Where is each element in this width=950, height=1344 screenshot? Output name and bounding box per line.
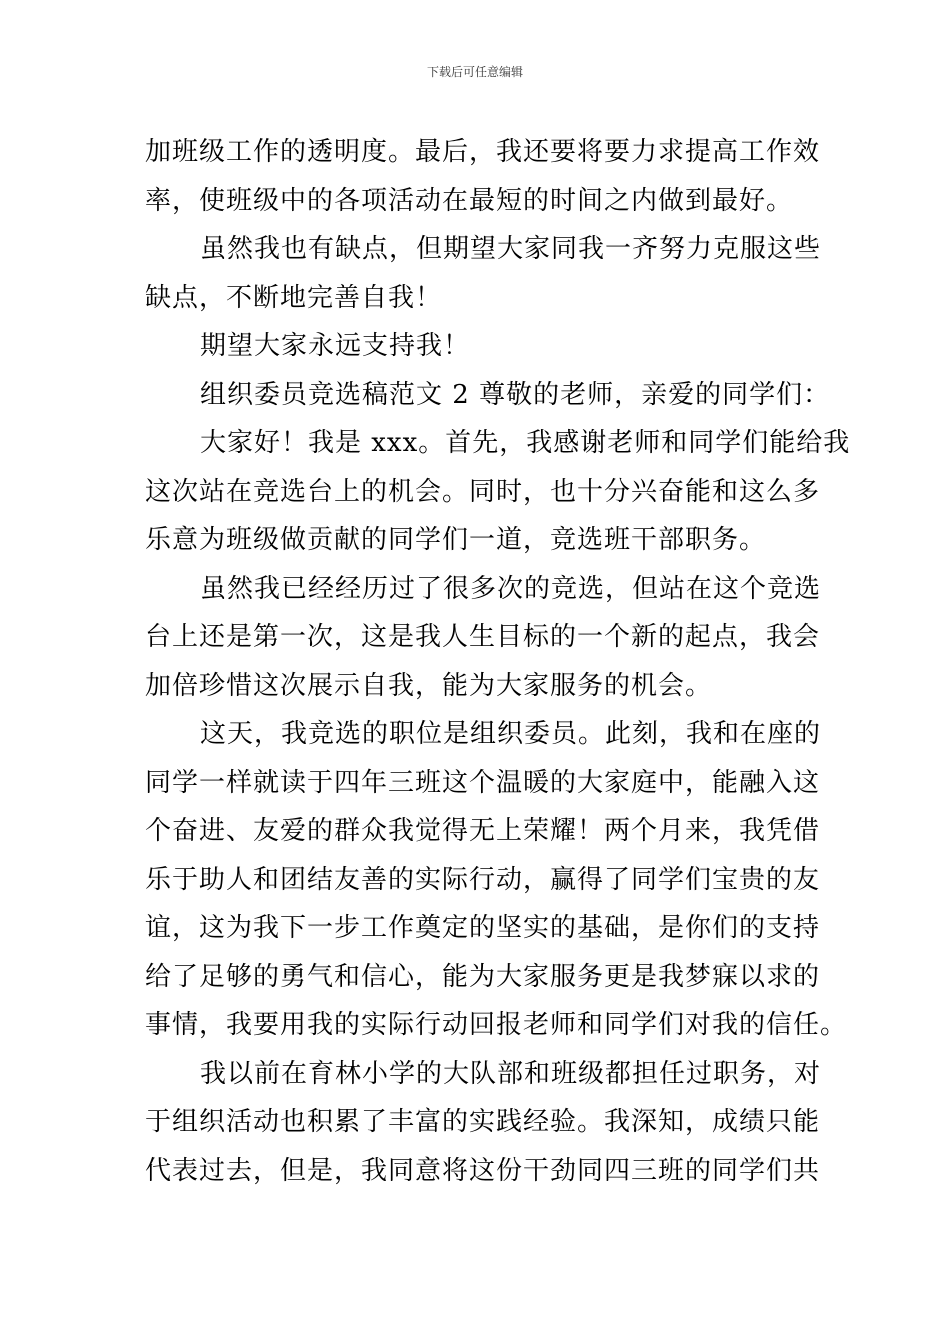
text-line: 虽然我已经经历过了很多次的竞选，但站在这个竞选 [200, 573, 822, 604]
text-line: 缺点，不断地完善自我！ [145, 282, 443, 313]
text-line: 个奋进、友爱的群众我觉得无上荣耀！两个月来，我凭借 [145, 816, 821, 846]
text-line: 事情，我要用我的实际行动回报老师和同学们对我的信任。 [145, 1010, 848, 1040]
text-line: 组织委员竞选稿范文 2 尊敬的老师，亲爱的同学们： [200, 379, 831, 410]
text-line: 加班级工作的透明度。最后，我还要将要力求提高工作效 [145, 137, 821, 167]
text-line: 乐于助人和团结友善的实际行动，赢得了同学们宝贵的友 [145, 864, 821, 895]
text-line: 加倍珍惜这次展示自我，能为大家服务的机会。 [145, 670, 713, 701]
text-line: 这次站在竞选台上的机会。同时，也十分兴奋能和这么多 [145, 476, 821, 507]
text-line: 同学一样就读于四年三班这个温暖的大家庭中，能融入这 [145, 767, 821, 798]
text-line: 大家好！我是 xxx。首先，我感谢老师和同学们能给我 [200, 428, 851, 458]
text-line: 我以前在育林小学的大队部和班级都担任过职务，对 [200, 1058, 822, 1089]
text-line: 虽然我也有缺点，但期望大家同我一齐努力克服这些 [200, 234, 822, 264]
text-line: 谊，这为我下一步工作奠定的坚实的基础，是你们的支持 [145, 913, 821, 943]
text-line: 给了足够的勇气和信心，能为大家服务更是我梦寐以求的 [145, 961, 821, 992]
text-line: 代表过去，但是，我同意将这份干劲同四三班的同学们共 [145, 1155, 821, 1186]
document-body [145, 128, 851, 1195]
page-header: 下载后可任意编辑 [426, 65, 523, 79]
text-line: 乐意为班级做贡献的同学们一道，竞选班干部职务。 [145, 525, 767, 555]
text-line: 期望大家永远支持我！ [200, 331, 471, 361]
text-line: 率，使班级中的各项活动在最短的时间之内做到最好。 [145, 185, 794, 216]
text-line: 于组织活动也积累了丰富的实践经验。我深知，成绩只能 [145, 1107, 821, 1137]
text-line: 这天，我竞选的职位是组织委员。此刻，我和在座的 [200, 719, 822, 749]
text-line: 台上还是第一次，这是我人生目标的一个新的起点，我会 [145, 622, 821, 652]
